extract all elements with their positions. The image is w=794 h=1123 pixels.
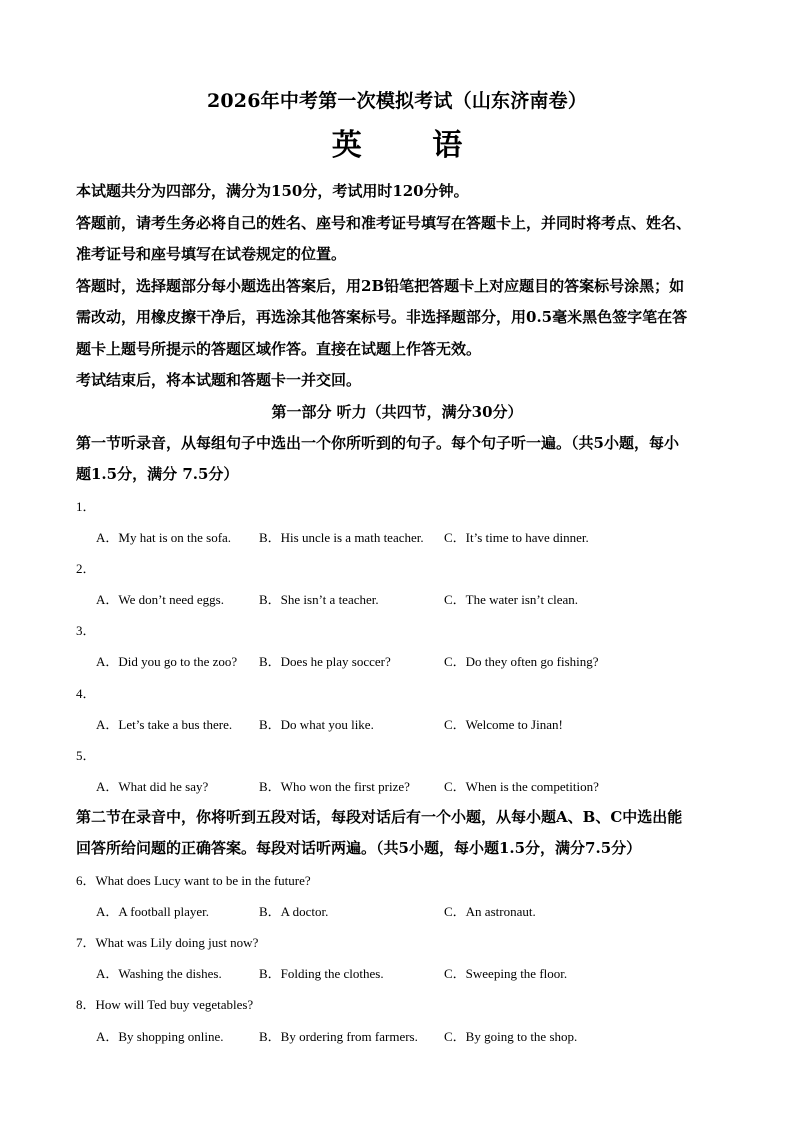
option-c: C．When is the competition?: [444, 779, 599, 794]
question-text: 6．What does Lucy want to be in the future?: [76, 873, 311, 888]
instruction-line: 答题时，选择题部分每小题选出答案后，用2B铅笔把答题卡上对应题目的答案标号涂黑；如: [76, 277, 685, 295]
option-c: C．It’s time to have dinner.: [444, 530, 589, 545]
section1-instruction: 题1.5分，满分 7.5分）: [76, 465, 239, 483]
section2-instruction: 第二节在录音中，你将听到五段对话，每段对话后有一个小题，从每小题A、B、C中选出能: [76, 808, 683, 826]
option-c: C．By going to the shop.: [444, 1029, 578, 1044]
instruction-line: 题卡上题号所提示的答题区域作答。直接在试题上作答无效。: [76, 340, 482, 358]
option-c: C．Sweeping the floor.: [444, 966, 568, 981]
option-b: B．A doctor.: [259, 904, 329, 919]
instruction-line: 答题前，请考生务必将自己的姓名、座号和准考证号填写在答题卡上，并同时将考点、姓名、: [76, 214, 692, 232]
option-a: A．Washing the dishes.: [96, 966, 222, 981]
option-b: B．She isn’t a teacher.: [259, 592, 379, 607]
option-c: C．Welcome to Jinan!: [444, 717, 563, 732]
exam-title: 2026年中考第一次模拟考试（山东济南卷）: [206, 90, 588, 112]
part1-heading: 第一部分 听力（共四节，满分30分）: [271, 403, 523, 421]
instruction-line: 考试结束后，将本试题和答题卡一并交回。: [76, 371, 362, 389]
option-c: C．The water isn’t clean.: [444, 592, 579, 607]
option-a: A．Did you go to the zoo?: [96, 654, 238, 669]
option-a: A．A football player.: [96, 904, 210, 919]
instruction-line: 准考证号和座号填写在试卷规定的位置。: [76, 245, 347, 263]
option-a: A．My hat is on the sofa.: [96, 530, 232, 545]
option-a: A．Let’s take a bus there.: [96, 717, 233, 732]
question-text: 8．How will Ted buy vegetables?: [76, 997, 254, 1012]
question-number: 1．: [76, 499, 96, 514]
question-number: 4．: [76, 686, 96, 701]
option-b: B．Who won the first prize?: [259, 779, 410, 794]
instruction-line: 本试题共分为四部分，满分为150分，考试用时120分钟。: [76, 182, 469, 200]
question-number: 3．: [76, 623, 96, 638]
option-b: B．His uncle is a math teacher.: [259, 530, 424, 545]
section2-instruction: 回答所给问题的正确答案。每段对话听两遍。（共5小题，每小题1.5分，满分7.5分）: [76, 839, 642, 857]
section1-instruction: 第一节听录音，从每组句子中选出一个你所听到的句子。每个句子听一遍。（共5小题，每小: [76, 434, 679, 452]
question-text: 7．What was Lily doing just now?: [76, 935, 259, 950]
option-a: A．By shopping online.: [96, 1029, 224, 1044]
option-a: A．We don’t need eggs.: [96, 592, 224, 607]
option-b: B．By ordering from farmers.: [259, 1029, 418, 1044]
subject-title: 英 语: [331, 128, 493, 163]
option-c: C．An astronaut.: [444, 904, 536, 919]
instruction-line: 需改动，用橡皮擦干净后，再选涂其他答案标号。非选择题部分，用0.5毫米黑色签字笔在答: [76, 308, 688, 326]
option-c: C．Do they often go fishing?: [444, 654, 599, 669]
question-number: 5．: [76, 748, 96, 763]
option-b: B．Do what you like.: [259, 717, 374, 732]
option-b: B．Does he play soccer?: [259, 654, 391, 669]
option-a: A．What did he say?: [96, 779, 209, 794]
option-b: B．Folding the clothes.: [259, 966, 384, 981]
question-number: 2．: [76, 561, 96, 576]
